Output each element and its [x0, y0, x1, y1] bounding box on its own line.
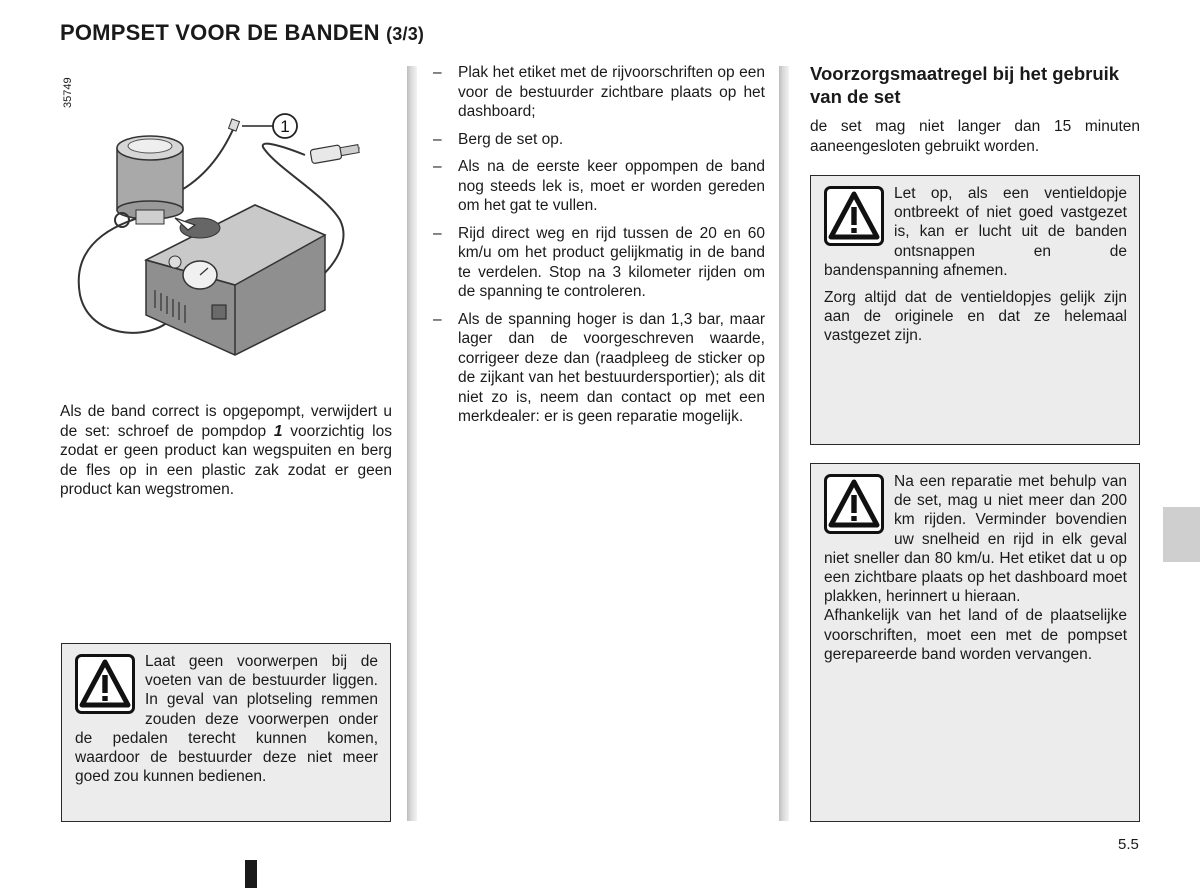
- chapter-tab: [1163, 507, 1200, 562]
- crop-mark: [245, 860, 257, 888]
- list-item: – Als de spanning hoger is dan 1,3 bar, maar lager dan de voorgeschreven waarde, corrigeer deze dan (raadpleeg de sticker op de zijkant van het bestuurdersportier); als dit niet zo is, neem dan contact op met een merkdealer: er is geen reparatie mogelijk.: [433, 310, 765, 425]
- warning-triangle-icon: [75, 654, 135, 714]
- part-reference: 1: [273, 422, 283, 440]
- figure-number: 35749: [62, 77, 74, 108]
- warning-triangle-icon: [824, 474, 884, 534]
- list-item: – Rijd direct weg en rijd tussen de 20 en 60 km/u om het product gelijkmatig in de band te verdelen. Stop na 3 kilometer rijden om de spanning te controleren.: [433, 224, 765, 300]
- column-divider: [779, 66, 789, 821]
- section-heading: Voorzorgsmaatregel bij het gebruik van de set: [810, 63, 1120, 107]
- warning-box-valve-caps: [810, 175, 1140, 445]
- warning-box-objects: [61, 643, 391, 822]
- warning-triangle-icon: [824, 186, 884, 246]
- pump-kit-illustration: [60, 100, 360, 370]
- page-title: POMPSET VOOR DE BANDEN (3/3): [60, 20, 425, 45]
- list-item: – Als na de eerste keer oppompen de band nog steeds lek is, moet er worden gereden om het gat te vullen.: [433, 158, 765, 214]
- title-part: (3/3): [386, 24, 425, 44]
- instruction-list: [433, 63, 765, 435]
- removal-paragraph: Als de band correct is opgepompt, verwijdert u de set: schroef de pompdop 1 voorzichtig los zodat er geen product kan wegspuiten en berg de fles op in een plastic zak zodat er geen product kan wegstromen.: [60, 403, 392, 498]
- warning-box-after-repair: [810, 463, 1140, 822]
- page-number: 5.5: [1118, 836, 1139, 853]
- warning-text: Na een reparatie met behulp van de set, mag u niet meer dan 200 km rijden. Verminder bovendien uw snelheid en rijd in elk geval niet sneller dan 80 km/u. Het etiket dat u op een zichtbare plaats op het dashboard moet plakken, herinnert u hieraan.: [824, 473, 1127, 606]
- callout-label: 1: [280, 117, 290, 136]
- warning-text: Let op, als een ventieldopje ontbreekt of niet goed vastgezet is, kan er lucht uit de banden ontsnappen en de bandenspanning afnemen.: [824, 185, 1127, 279]
- warning-text: Laat geen voorwerpen bij de voeten van de bestuurder liggen. In geval van plotseling remmen zouden deze voorwerpen onder de pedalen terecht kunnen komen, waardoor de bestuurder deze niet meer goed zou kunnen bedienen.: [75, 653, 378, 786]
- column-divider: [407, 66, 417, 821]
- warning-text: Zorg altijd dat de ventieldopjes gelijk zijn aan de originele en dat ze helemaal vastgezet zijn.: [824, 289, 1127, 345]
- list-item: – Berg de set op.: [433, 130, 564, 148]
- usage-paragraph: de set mag niet langer dan 15 minuten aaneengesloten gebruikt worden.: [810, 118, 1140, 155]
- list-item: – Plak het etiket met de rijvoorschriften op een voor de bestuurder zichtbare plaats op het dashboard;: [433, 64, 765, 120]
- warning-text: Afhankelijk van het land of de plaatselijke voorschriften, moet een met de pompset gerepareerde band worden vervangen.: [824, 607, 1127, 663]
